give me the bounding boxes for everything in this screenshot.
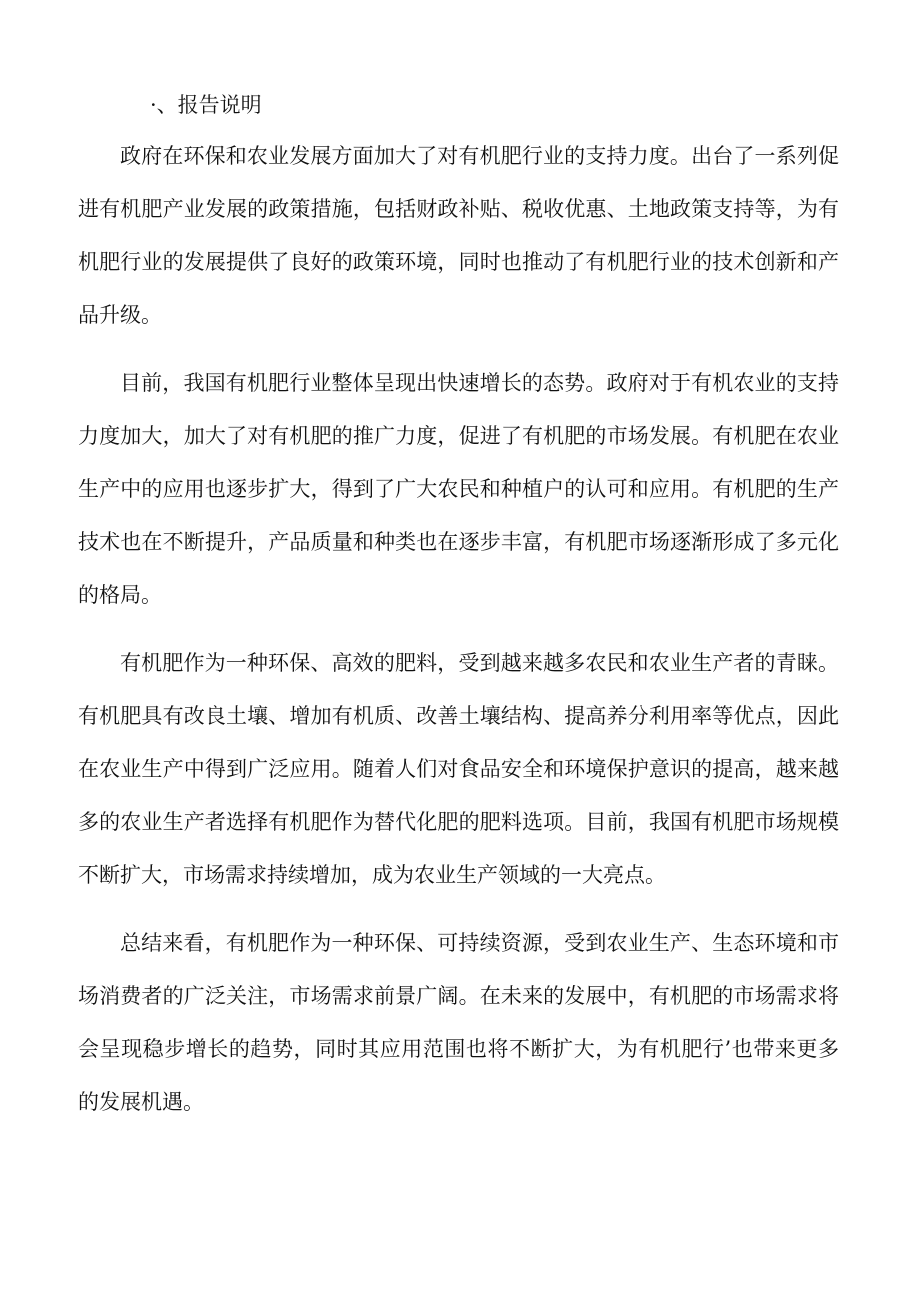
paragraph-market-demand: 有机肥作为一种环保、高效的肥料，受到越来越多农民和农业生产者的青睐。有机肥具有改良土壤、增加有机质、改善土壤结构、提高养分利用率等优点，因此在农业生产中得到广泛应用。随着人们对食品安全和环境保护意识的提高，越来越多的农业生产者选择有机肥作为替代化肥的肥料选项。目前，我国有机肥市场规模不断扩大，市场需求持续增加，成为农业生产领域的一大亮点。 — [78, 651, 839, 887]
paragraph-summary: 总结来看，有机肥作为一种环保、可持续资源，受到农业生产、生态环境和市场消费者的广泛关注，市场需求前景广阔。在未来的发展中，有机肥的市场需求将会呈现稳步增长的趋势，同时其应用范围也将不断扩大，为有机肥行’也带来更多的发展机遇。 — [78, 931, 839, 1114]
paragraph-policy-support: 政府在环保和农业发展方面加大了对有机肥行业的支持力度。出台了一系列促进有机肥产业发展的政策措施，包括财政补贴、税收优惠、土地政策支持等，为有机肥行业的发展提供了良好的政策环境，同时也推动了有机肥行业的技术创新和产品升级。 — [78, 144, 839, 327]
paragraph-industry-status: 目前，我国有机肥行业整体呈现出快速增长的态势。政府对于有机农业的支持力度加大，加大了对有机肥的推广力度，促进了有机肥的市场发展。有机肥在农业生产中的应用也逐步扩大，得到了广大农民和种植户的认可和应用。有机肥的生产技术也在不断提升，产品质量和种类也在逐步丰富，有机肥市场逐渐形成了多元化的格局。 — [78, 371, 839, 607]
section-heading: ·、报告说明 — [150, 93, 262, 117]
